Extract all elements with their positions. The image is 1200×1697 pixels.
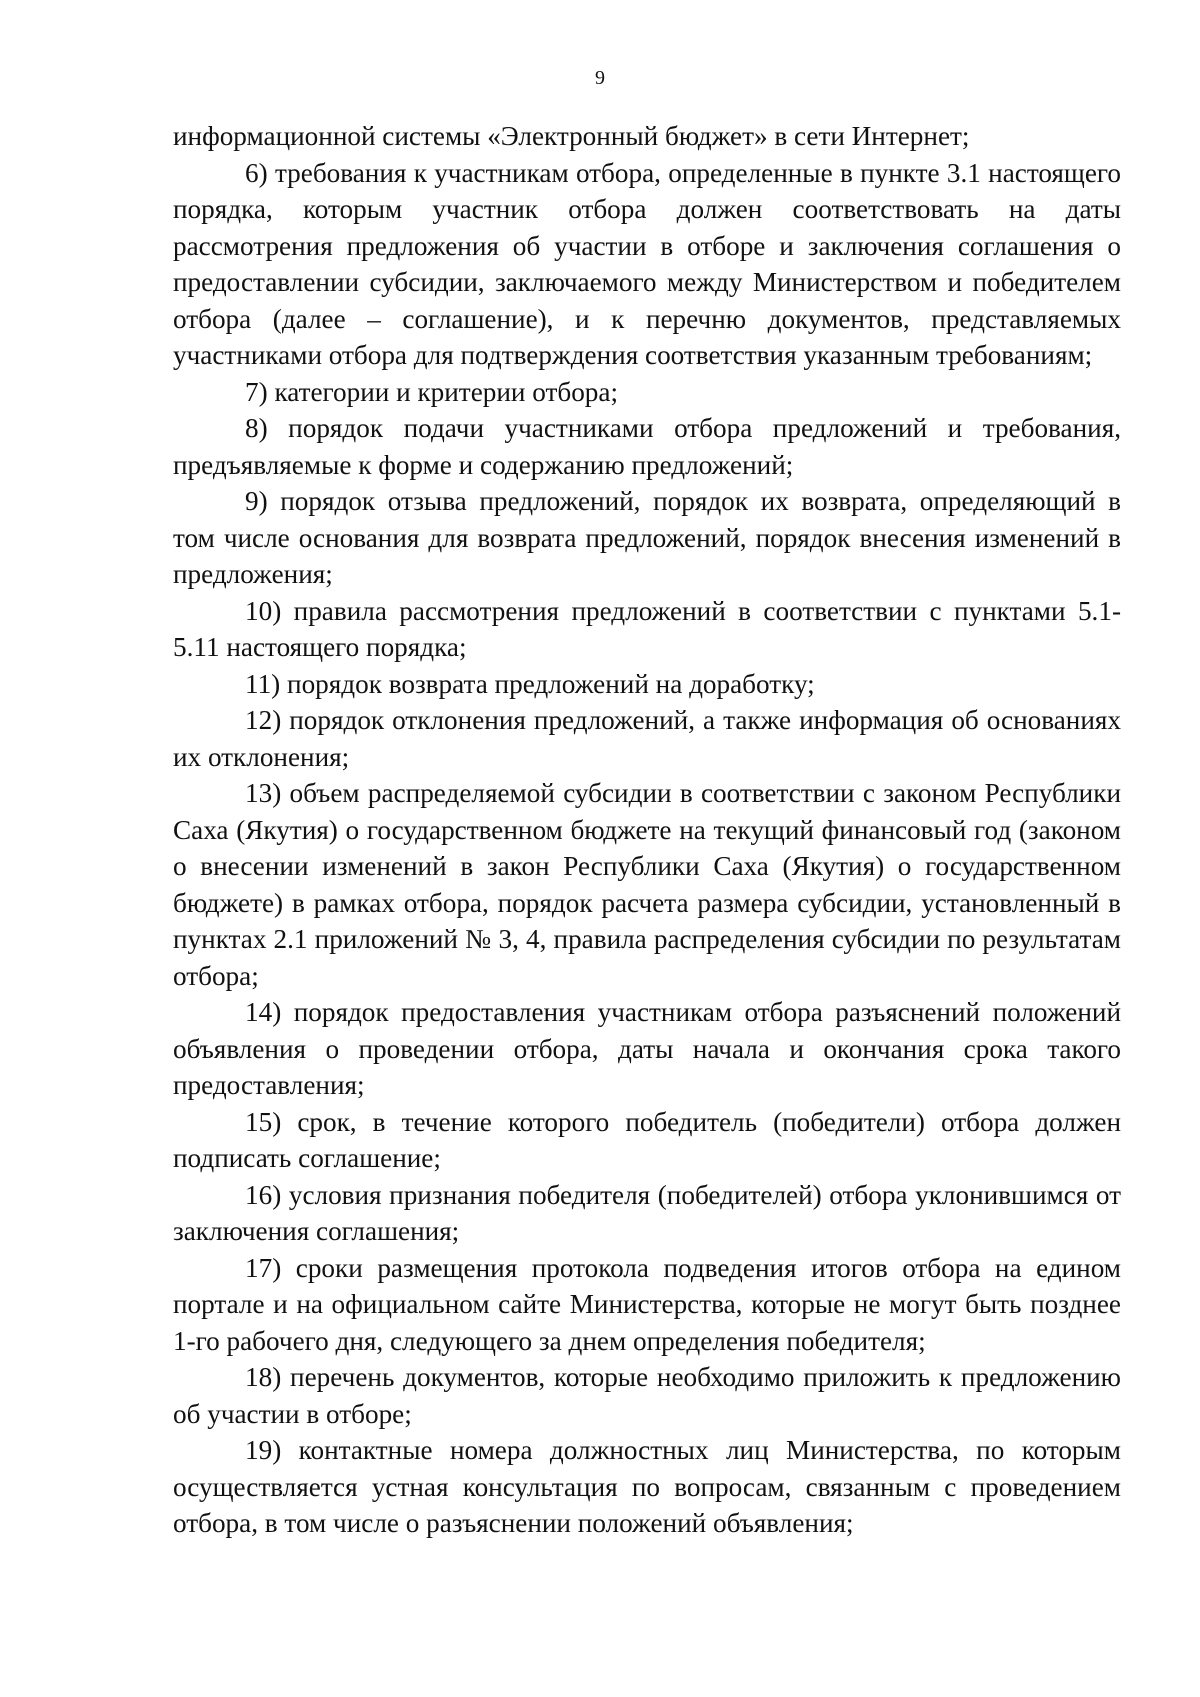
list-item-9: 9) порядок отзыва предложений, порядок их возврата, определяющий в том числе основания для возврата предложений, порядок внесения изменений в предложения; (173, 486, 1121, 589)
list-item-17: 17) сроки размещения протокола подведения итогов отбора на едином портале и на официальном сайте Министерства, которые не могут быть позднее 1-го рабочего дня, следующего за днем определения победителя; (173, 1252, 1121, 1356)
list-item-14: 14) порядок предоставления участникам отбора разъяснений положений объявления о проведении отбора, даты начала и окончания срока такого предоставления; (173, 997, 1121, 1100)
list-item-6: 6) требования к участникам отбора, определенные в пункте 3.1 настоящего порядка, которым участник отбора должен соответствовать на даты рассмотрения предложения об участии в отборе и заключения соглашения о предоставлении субсидии, заключаемого между Министерством и победителем отбора (далее – соглашение), и к перечню документов, представляемых участниками отбора для подтверждения соответствия указанным требованиям; (173, 157, 1121, 370)
list-item-8: 8) порядок подачи участниками отбора предложений и требования, предъявляемые к форме и содержанию предложений; (173, 413, 1121, 480)
page-number: 9 (595, 67, 605, 89)
list-item-15: 15) срок, в течение которого победитель (победители) отбора должен подписать соглашение; (173, 1106, 1121, 1173)
list-item-10: 10) правила рассмотрения предложений в соответствии с пунктами 5.1-5.11 настоящего порядка; (173, 595, 1121, 662)
list-item-16: 16) условия признания победителя (победителей) отбора уклонившимся от заключения соглашения; (173, 1179, 1121, 1246)
list-item-18: 18) перечень документов, которые необходимо приложить к предложению об участии в отборе; (173, 1362, 1121, 1429)
list-item-12: 12) порядок отклонения предложений, а также информация об основаниях их отклонения; (173, 705, 1121, 772)
list-item-13: 13) объем распределяемой субсидии в соответствии с законом Республики Саха (Якутия) о государственном бюджете на текущий финансовый год (законом о внесении изменений в закон Республики Саха (Якутия) о государственном бюджете) в рамках отбора, порядок расчета размера субсидии, установленный в пунктах 2.1 приложений № 3, 4, правила распределения субсидии по результатам отбора; (173, 778, 1121, 991)
document-body (173, 118, 1121, 1542)
list-item-7: 7) категории и критерии отбора; (245, 376, 619, 407)
list-item-11: 11) порядок возврата предложений на доработку; (245, 668, 815, 699)
paragraph-continuation: информационной системы «Электронный бюджет» в сети Интернет; (173, 121, 970, 151)
list-item-19: 19) контактные номера должностных лиц Министерства, по которым осуществляется устная консультация по вопросам, связанным с проведением отбора, в том числе о разъяснении положений объявления; (173, 1435, 1121, 1538)
